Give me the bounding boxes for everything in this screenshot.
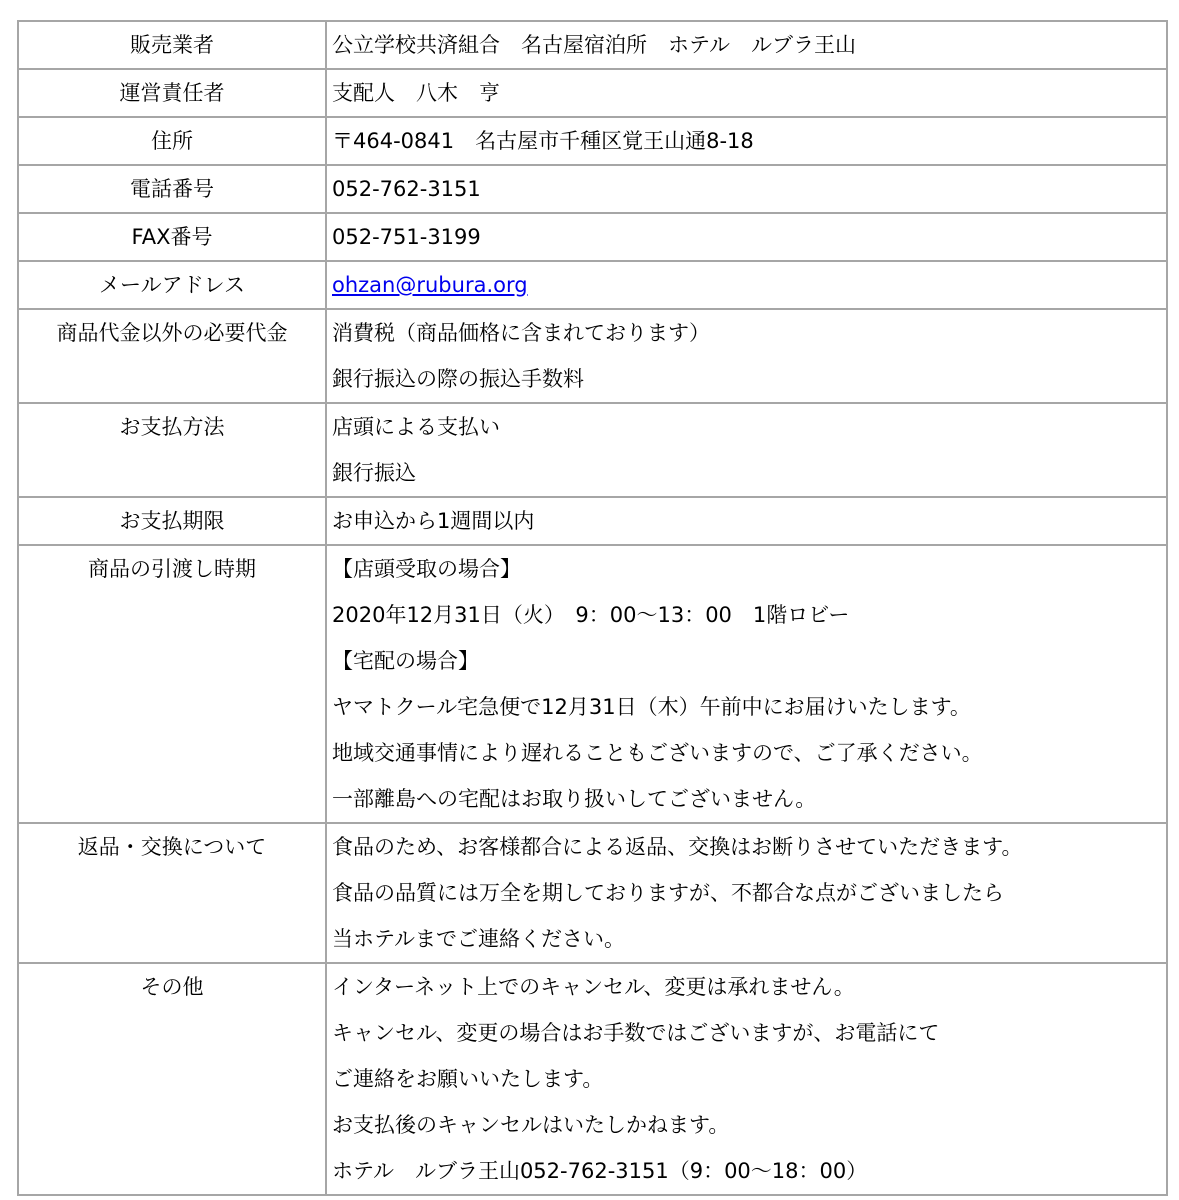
row-value [326, 403, 1167, 497]
value-line: お申込から1週間以内 [332, 509, 535, 533]
value-line: 支配人 八木 亨 [332, 81, 500, 105]
row-value [326, 261, 1167, 309]
value-line: 〒464-0841 名古屋市千種区覚王山通8-18 [332, 129, 754, 153]
row-label: 運営責任者 [18, 69, 326, 117]
value-line: 銀行振込 [332, 461, 416, 485]
table-row-payment-method [18, 403, 1167, 497]
value-line: 消費税（商品価格に含まれております） [332, 321, 710, 345]
row-value [326, 21, 1167, 69]
value-line: ホテル ルブラ王山052-762-3151（9：00～18：00） [332, 1159, 868, 1183]
value-line: ヤマトクール宅急便で12月31日（木）午前中にお届けいたします。 [332, 695, 971, 719]
row-value [326, 213, 1167, 261]
row-label: お支払方法 [18, 403, 326, 497]
email-link[interactable]: ohzan@rubura.org [332, 273, 528, 297]
value-line: 【店頭受取の場合】 [332, 557, 521, 581]
table-row-email [18, 261, 1167, 309]
row-value [326, 963, 1167, 1195]
table-row-manager [18, 69, 1167, 117]
row-label: お支払期限 [18, 497, 326, 545]
value-line [332, 262, 1166, 308]
row-label: その他 [18, 963, 326, 1195]
row-label: 返品・交換について [18, 823, 326, 963]
row-value [326, 117, 1167, 165]
value-line: インターネット上でのキャンセル、変更は承れません。 [332, 975, 855, 999]
table-row-additional-fees [18, 309, 1167, 403]
value-line: ご連絡をお願いいたします。 [332, 1067, 604, 1091]
value-line: 【宅配の場合】 [332, 649, 479, 673]
row-label: 商品の引渡し時期 [18, 545, 326, 823]
table-row-delivery-time [18, 545, 1167, 823]
value-line: 地域交通事情により遅れることもございますので、ご了承ください。 [332, 741, 983, 765]
value-line: 052-751-3199 [332, 225, 481, 249]
value-line: 当ホテルまでご連絡ください。 [332, 927, 625, 951]
table-row-seller [18, 21, 1167, 69]
value-line: キャンセル、変更の場合はお手数ではございますが、お電話にて [332, 1021, 940, 1045]
row-label: 電話番号 [18, 165, 326, 213]
row-label: 商品代金以外の必要代金 [18, 309, 326, 403]
table-row-returns [18, 823, 1167, 963]
commerce-disclosure-table [17, 20, 1168, 1196]
value-line: 食品の品質には万全を期しておりますが、不都合な点がございましたら [332, 881, 1004, 905]
row-value [326, 497, 1167, 545]
row-value [326, 309, 1167, 403]
value-line: 2020年12月31日（火） 9：00～13：00 1階ロビー [332, 603, 850, 627]
row-value [326, 165, 1167, 213]
row-value [326, 823, 1167, 963]
table-row-address [18, 117, 1167, 165]
value-line: 食品のため、お客様都合による返品、交換はお断りさせていただきます。 [332, 835, 1023, 859]
value-line: 一部離島への宅配はお取り扱いしてございません。 [332, 787, 817, 811]
table-body [18, 21, 1167, 1195]
table-row-phone [18, 165, 1167, 213]
table-row-fax [18, 213, 1167, 261]
row-label: 住所 [18, 117, 326, 165]
row-label: FAX番号 [18, 213, 326, 261]
table-row-other [18, 963, 1167, 1195]
value-line: 公立学校共済組合 名古屋宿泊所 ホテル ルブラ王山 [332, 33, 856, 57]
table-row-payment-deadline [18, 497, 1167, 545]
row-value [326, 69, 1167, 117]
row-label: メールアドレス [18, 261, 326, 309]
row-label: 販売業者 [18, 21, 326, 69]
value-line: 銀行振込の際の振込手数料 [332, 367, 584, 391]
value-line: 052-762-3151 [332, 177, 481, 201]
value-line: 店頭による支払い [332, 415, 500, 439]
value-line: お支払後のキャンセルはいたしかねます。 [332, 1113, 730, 1137]
row-value [326, 545, 1167, 823]
